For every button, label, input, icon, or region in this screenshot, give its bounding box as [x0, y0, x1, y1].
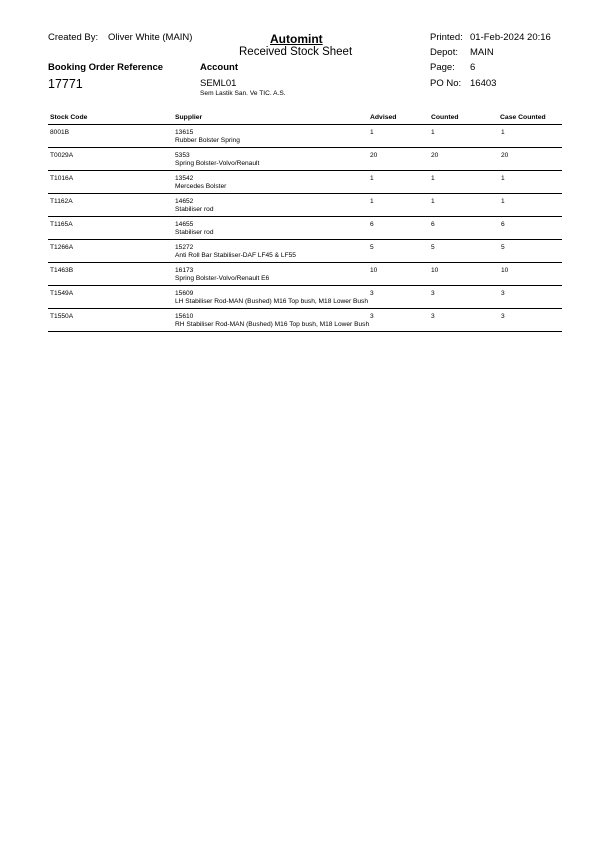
- col-stock-code: Stock Code: [50, 114, 88, 121]
- advised-cell: 1: [370, 129, 374, 136]
- col-supplier: Supplier: [175, 114, 203, 121]
- supplier-code-cell: 14652: [175, 198, 194, 205]
- printed-label: Printed:: [430, 32, 463, 43]
- stock-code-cell: T1550A: [50, 313, 74, 320]
- case-counted-cell: 10: [501, 267, 509, 274]
- description-cell: Rubber Bolster Spring: [175, 137, 240, 144]
- supplier-code-cell: 15272: [175, 244, 194, 251]
- case-counted-cell: 3: [501, 290, 505, 297]
- po-number: 16403: [470, 78, 497, 89]
- stock-code-cell: T1165A: [50, 221, 73, 228]
- advised-cell: 3: [370, 313, 374, 320]
- advised-cell: 6: [370, 221, 374, 228]
- case-counted-cell: 3: [501, 313, 505, 320]
- account-label: Account: [200, 62, 238, 73]
- description-cell: Mercedes Bolster: [175, 183, 227, 190]
- supplier-code-cell: 13542: [175, 175, 194, 182]
- table-row: [48, 148, 562, 171]
- booking-order-label: Booking Order Reference: [48, 62, 164, 73]
- stock-code-cell: T1463B: [50, 267, 74, 274]
- case-counted-cell: 1: [501, 129, 505, 136]
- table-row: [48, 240, 562, 263]
- table-header: [48, 113, 562, 125]
- account-code: SEML01: [200, 78, 237, 89]
- case-counted-cell: 5: [501, 244, 505, 251]
- table-row: [48, 194, 562, 217]
- counted-cell: 5: [431, 244, 435, 251]
- depot-label: Depot:: [430, 47, 458, 58]
- table-row: [48, 217, 562, 240]
- account-name: Sem Lastik San. Ve TIC. A.S.: [200, 90, 286, 97]
- case-counted-cell: 20: [501, 152, 509, 159]
- depot-value: MAIN: [470, 47, 494, 58]
- advised-cell: 5: [370, 244, 374, 251]
- col-advised: Advised: [370, 114, 397, 121]
- table-row: [48, 263, 562, 286]
- col-case-counted: Case Counted: [500, 114, 546, 121]
- supplier-code-cell: 15610: [175, 313, 194, 320]
- company-name: Automint: [270, 32, 323, 46]
- col-counted: Counted: [431, 114, 459, 121]
- booking-order-value: 17771: [48, 77, 83, 91]
- sheet-title: Received Stock Sheet: [239, 46, 353, 58]
- table-row: [48, 125, 562, 148]
- advised-cell: 3: [370, 290, 374, 297]
- supplier-code-cell: 5353: [175, 152, 190, 159]
- advised-cell: 20: [370, 152, 378, 159]
- printed-value: 01-Feb-2024 20:16: [470, 32, 551, 43]
- table-row: [48, 171, 562, 194]
- counted-cell: 1: [431, 198, 435, 205]
- description-cell: Spring Bolster-Volvo/Renault: [175, 160, 260, 167]
- stock-code-cell: 8001B: [50, 129, 70, 136]
- page-number: 6: [470, 62, 476, 73]
- case-counted-cell: 6: [501, 221, 505, 228]
- supplier-code-cell: 15609: [175, 290, 194, 297]
- counted-cell: 6: [431, 221, 435, 228]
- description-cell: Anti Roll Bar Stabiliser-DAF LF45 & LF55: [175, 252, 296, 259]
- advised-cell: 10: [370, 267, 378, 274]
- description-cell: Stabiliser rod: [175, 229, 214, 236]
- description-cell: Spring Bolster-Volvo/Renault E6: [175, 275, 270, 282]
- description-cell: LH Stabiliser Rod-MAN (Bushed) M16 Top bush, M18 Lower Bush: [175, 298, 369, 305]
- description-cell: RH Stabiliser Rod-MAN (Bushed) M16 Top bush, M18 Lower Bush: [175, 321, 370, 328]
- table-body: [48, 125, 562, 332]
- stock-code-cell: T1549A: [50, 290, 74, 297]
- counted-cell: 20: [431, 152, 439, 159]
- advised-cell: 1: [370, 175, 374, 182]
- po-label: PO No:: [430, 78, 462, 89]
- stock-code-cell: T1016A: [50, 175, 74, 182]
- counted-cell: 3: [431, 313, 435, 320]
- stock-table: [48, 113, 562, 332]
- stock-code-cell: T1266A: [50, 244, 74, 251]
- supplier-code-cell: 16173: [175, 267, 194, 274]
- case-counted-cell: 1: [501, 198, 505, 205]
- advised-cell: 1: [370, 198, 374, 205]
- supplier-code-cell: 14655: [175, 221, 194, 228]
- description-cell: Stabiliser rod: [175, 206, 214, 213]
- case-counted-cell: 1: [501, 175, 505, 182]
- table-row: [48, 309, 562, 332]
- stock-code-cell: T0029A: [50, 152, 74, 159]
- supplier-code-cell: 13615: [175, 129, 194, 136]
- stock-code-cell: T1162A: [50, 198, 73, 205]
- table-row: [48, 286, 562, 309]
- counted-cell: 1: [431, 129, 435, 136]
- created-by-value: Oliver White (MAIN): [108, 32, 193, 43]
- created-by-label: Created By:: [48, 32, 99, 43]
- counted-cell: 3: [431, 290, 435, 297]
- page-label: Page:: [430, 62, 455, 73]
- counted-cell: 1: [431, 175, 435, 182]
- counted-cell: 10: [431, 267, 439, 274]
